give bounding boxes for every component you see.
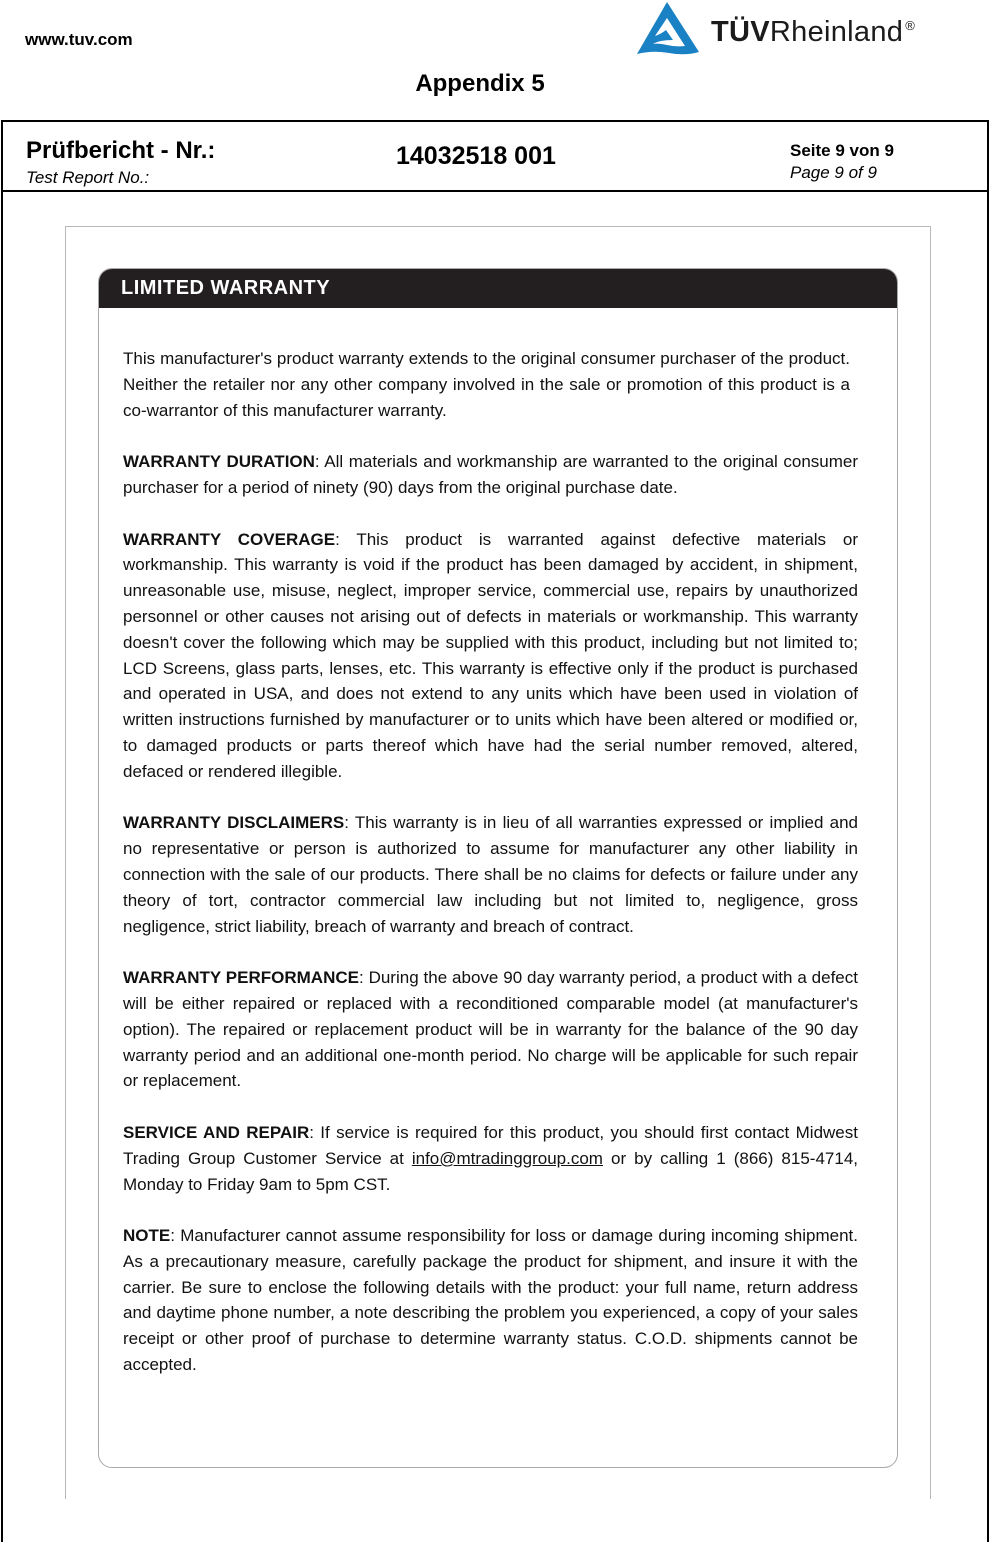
section-warranty-duration	[123, 449, 858, 501]
section-text: : If service is required for this product, you should first contact Midwest Trading Group Customer Service at	[123, 1122, 858, 1168]
section-heading: WARRANTY DISCLAIMERS	[123, 813, 345, 833]
page-indicator-de: Seite 9 von 9	[790, 141, 894, 160]
section-warranty-coverage	[123, 527, 858, 785]
report-number: 14032518 001	[396, 142, 556, 170]
report-number-label-de: Prüfbericht - Nr.:	[26, 137, 216, 164]
section-heading: WARRANTY PERFORMANCE	[123, 968, 359, 988]
section-text: : During the above 90 day warranty period, a product with a defect will be either repaired or replaced with a reconditioned comparable model (at manufacturer's option). The repaired or replacement product will be in warranty for the balance of the 90 day warranty period and an additional one-month period. No charge will be applicable for such repair or replacement.	[123, 968, 858, 1091]
limited-warranty-card	[98, 268, 898, 1468]
section-heading: WARRANTY DURATION	[123, 452, 315, 472]
section-text: : Manufacturer cannot assume responsibility for loss or damage during incoming shipment. As a precautionary measure, carefully package the product for shipment, and insure it with the carrier. Be sure to enclose the following details with the product: your full name, return address and daytime phone number, a note describing the problem you experienced, a copy of your sales receipt or other proof of purchase to determine warranty status. C.O.D. shipments cannot be accepted.	[123, 1226, 858, 1375]
support-email-link[interactable]: info@mtradinggroup.com	[411, 1148, 603, 1168]
warranty-title: LIMITED WARRANTY	[121, 277, 331, 299]
report-number-label-en: Test Report No.:	[26, 168, 150, 187]
warranty-body	[123, 346, 858, 1404]
appendix-title: Appendix 5	[415, 70, 545, 97]
section-heading: WARRANTY COVERAGE	[123, 529, 336, 549]
section-note	[123, 1223, 858, 1378]
tuv-triangle-logo-icon	[633, 0, 705, 58]
warranty-header-band	[99, 269, 897, 308]
section-warranty-disclaimers	[123, 810, 858, 939]
section-text: : This product is warranted against defective materials or workmanship. This warranty is void if the product has been damaged by accident, in shipment, unreasonable use, misuse, neglect, improper service, commercial use, repairs by unauthorized personnel or other causes not arising out of defects in materials or workmanship. This warranty doesn't cover the following which may be supplied with this product, including but not limited to; LCD Screens, glass parts, lenses, etc. This warranty is effective only if the product is purchased and operated in USA, and does not extend to any units which have been used in violation of written instructions furnished by manufacturer or to units which have been altered or modified or, to damaged products or parts thereof which have had the serial number removed, altered, defaced or rendered illegible.	[123, 529, 858, 781]
section-text: : All materials and workmanship are warranted to the original consumer purchaser for a period of ninety (90) days from the original purchase date.	[123, 452, 858, 497]
section-warranty-performance	[123, 965, 858, 1094]
section-service-and-repair	[123, 1120, 858, 1197]
logo-wordmark: TÜVRheinland ®	[711, 16, 916, 48]
site-url: www.tuv.com	[25, 30, 133, 49]
page-indicator-en: Page 9 of 9	[790, 163, 877, 182]
section-heading: NOTE	[123, 1226, 171, 1246]
section-text: : This warranty is in lieu of all warranties expressed or implied and no representative or person is authorized to assume for manufacturer any other liability in connection with the sale of our products. There shall be no claims for defects or failure under any theory of tort, contractor commercial law including but not limited to, negligence, gross negligence, strict liability, breach of warranty and breach of contract.	[123, 813, 858, 936]
section-text: or by calling 1 (866) 815-4714, Monday to Friday 9am to 5pm CST.	[123, 1148, 858, 1194]
tuv-rheinland-logo	[633, 0, 963, 58]
report-header	[3, 122, 987, 192]
warranty-intro: This manufacturer's product warranty extends to the original consumer purchaser of the product. Neither the retailer nor any other company involved in the sale or promotion of this product is a co-warrantor of this manufacturer warranty.	[123, 349, 850, 420]
section-heading: SERVICE AND REPAIR	[123, 1122, 310, 1142]
